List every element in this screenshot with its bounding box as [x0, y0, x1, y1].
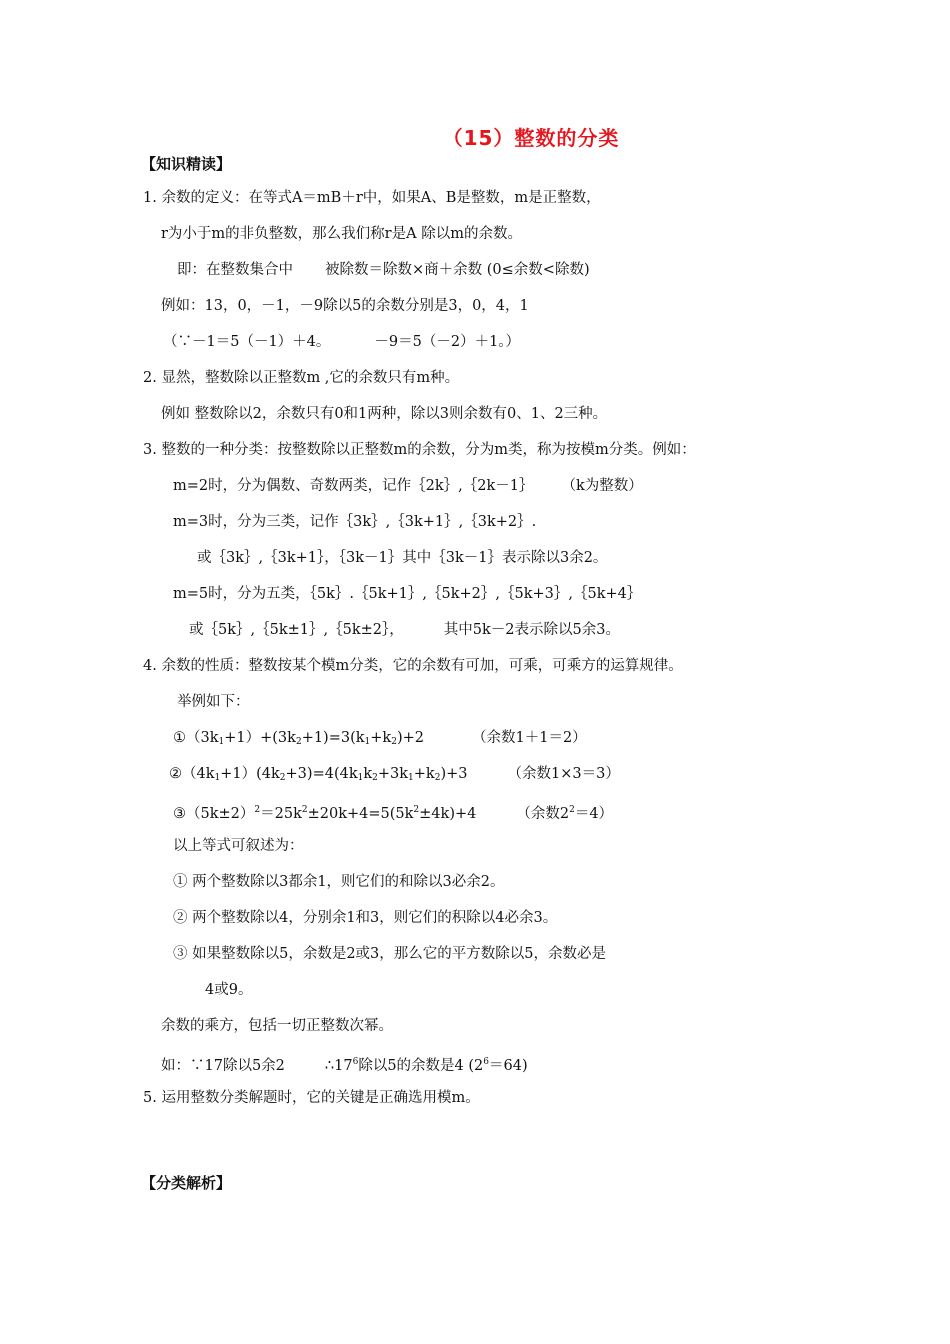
eq-subscript: 2 — [279, 773, 286, 783]
paragraph-line: m=5时，分为五类，｛5k｝.｛5k+1｝,｛5k+2｝,｛5k+3｝,｛5k+4｝ — [173, 586, 642, 602]
eq-subscript: 2 — [391, 737, 397, 747]
exponent: 6 — [483, 1057, 490, 1067]
eq-subscript: 2 — [434, 773, 441, 783]
paragraph-line: 2. 显然，整数除以正整数m ,它的余数只有m种。 — [143, 370, 460, 386]
section-heading-analysis: 【分类解析】 — [141, 1174, 232, 1192]
text-span: 如：∵17除以5余2 — [161, 1058, 285, 1074]
paragraph-line: 5. 运用整数分类解题时，它的关键是正确选用模m。 — [143, 1090, 480, 1106]
eq-subscript: 1 — [214, 773, 221, 783]
paragraph-line: 1. 余数的定义：在等式A＝mB＋r中，如果A、B是整数，m是正整数， — [143, 190, 601, 206]
paragraph-line: r为小于m的非负整数，那么我们称r是A 除以m的余数。 — [161, 226, 522, 242]
section-heading-knowledge: 【知识精读】 — [141, 155, 232, 173]
text-span: （∵－1＝5（－1）＋4。 — [163, 334, 331, 350]
equation-2 — [169, 764, 620, 788]
eq-subscript: 1 — [218, 737, 225, 747]
eq-exponent: 2 — [569, 805, 575, 815]
paragraph-line: ② 两个整数除以4，分别余1和3，则它们的积除以4必余3。 — [173, 910, 558, 926]
paragraph-line: ① 两个整数除以3都余1，则它们的和除以3必余2。 — [173, 874, 505, 890]
paragraph-line: 举例如下： — [177, 694, 250, 710]
eq-note: （余数1×3＝3） — [507, 766, 620, 782]
equation-1 — [173, 728, 587, 752]
paragraph-line: ③ 如果整数除以5，余数是2或3，那么它的平方数除以5，余数必是 — [173, 946, 607, 962]
paragraph-line: 例如 整数除以2，余数只有0和1两种，除以3则余数有0、1、2三种。 — [161, 406, 608, 422]
eq-text: )+2 — [396, 730, 424, 746]
eq-subscript: 1 — [408, 773, 414, 783]
paragraph-line: 或｛3k｝,｛3k+1｝，｛3k－1｝其中｛3k－1｝表示除以3余2。 — [197, 550, 608, 566]
eq-exponent: 2 — [413, 805, 420, 815]
eq-text: )+3 — [440, 766, 468, 782]
paragraph-line: 3. 整数的一种分类：按整数除以正整数m的余数，分为m类，称为按模m分类。例如： — [143, 442, 696, 458]
text-span: 即：在整数集合中 — [177, 262, 293, 278]
paragraph-line: m=3时，分为三类，记作｛3k｝,｛3k+1｝,｛3k+2｝. — [173, 514, 537, 530]
paragraph-line — [173, 476, 643, 496]
paragraph-line — [163, 332, 520, 352]
eq-text: ②（4k — [169, 766, 215, 782]
text-span: 除以5的余数是4 (2 — [358, 1058, 484, 1074]
text-span: （k为整数） — [561, 478, 643, 494]
paragraph-line — [177, 260, 590, 280]
paragraph-line — [161, 1052, 528, 1076]
eq-text: +k — [370, 730, 392, 746]
eq-text: +1）(4k — [220, 766, 280, 782]
eq-text: k — [363, 766, 373, 782]
eq-text: +1)=3(k — [301, 730, 365, 746]
eq-text: +3k — [377, 766, 409, 782]
text-span: 其中5k－2表示除以5余3。 — [443, 622, 620, 638]
exponent: 6 — [352, 1057, 359, 1067]
text-span: 被除数＝除数×商＋余数 (0≤余数<除数) — [325, 262, 590, 278]
text-span: ＝64) — [489, 1058, 528, 1074]
eq-exponent: 2 — [301, 805, 308, 815]
eq-note: （余数2 — [516, 806, 570, 822]
eq-text: ①（3k — [173, 730, 219, 746]
eq-subscript: 2 — [295, 737, 302, 747]
paragraph-line: 4或9。 — [205, 982, 253, 998]
paragraph-line: 余数的乘方，包括一切正整数次幂。 — [161, 1018, 393, 1034]
text-span: ∴17 — [324, 1058, 353, 1074]
eq-text: ③（5k±2） — [173, 806, 255, 822]
eq-subscript: 1 — [357, 773, 364, 783]
text-span: －9＝5（－2）＋1。） — [374, 334, 521, 350]
eq-text: +1）+(3k — [224, 730, 296, 746]
eq-text: +k — [413, 766, 435, 782]
eq-text: ±20k+4=5(5k — [307, 806, 414, 822]
paragraph-line: 4. 余数的性质：整数按某个模m分类，它的余数有可加，可乘，可乘方的运算规律。 — [143, 658, 683, 674]
page-title: （15）整数的分类 — [442, 126, 620, 150]
text-span: 或｛5k｝,｛5k±1｝,｛5k±2｝， — [189, 622, 404, 638]
paragraph-line: 以上等式可叙述为： — [173, 838, 304, 854]
eq-subscript: 1 — [364, 737, 371, 747]
eq-text: +3)=4(4k — [285, 766, 358, 782]
eq-note: ＝4） — [574, 806, 614, 822]
paragraph-line — [189, 620, 620, 640]
eq-exponent: 2 — [254, 805, 261, 815]
eq-note: （余数1＋1＝2） — [472, 730, 587, 746]
paragraph-line: 例如：13，0，－1，－9除以5的余数分别是3，0，4，1 — [161, 298, 529, 314]
text-span: m=2时，分为偶数、奇数两类，记作｛2k｝,｛2k－1｝ — [173, 478, 534, 494]
eq-text: ＝25k — [260, 806, 302, 822]
eq-text: ±4k)+4 — [419, 806, 477, 822]
eq-subscript: 2 — [372, 773, 378, 783]
equation-3 — [173, 800, 613, 824]
